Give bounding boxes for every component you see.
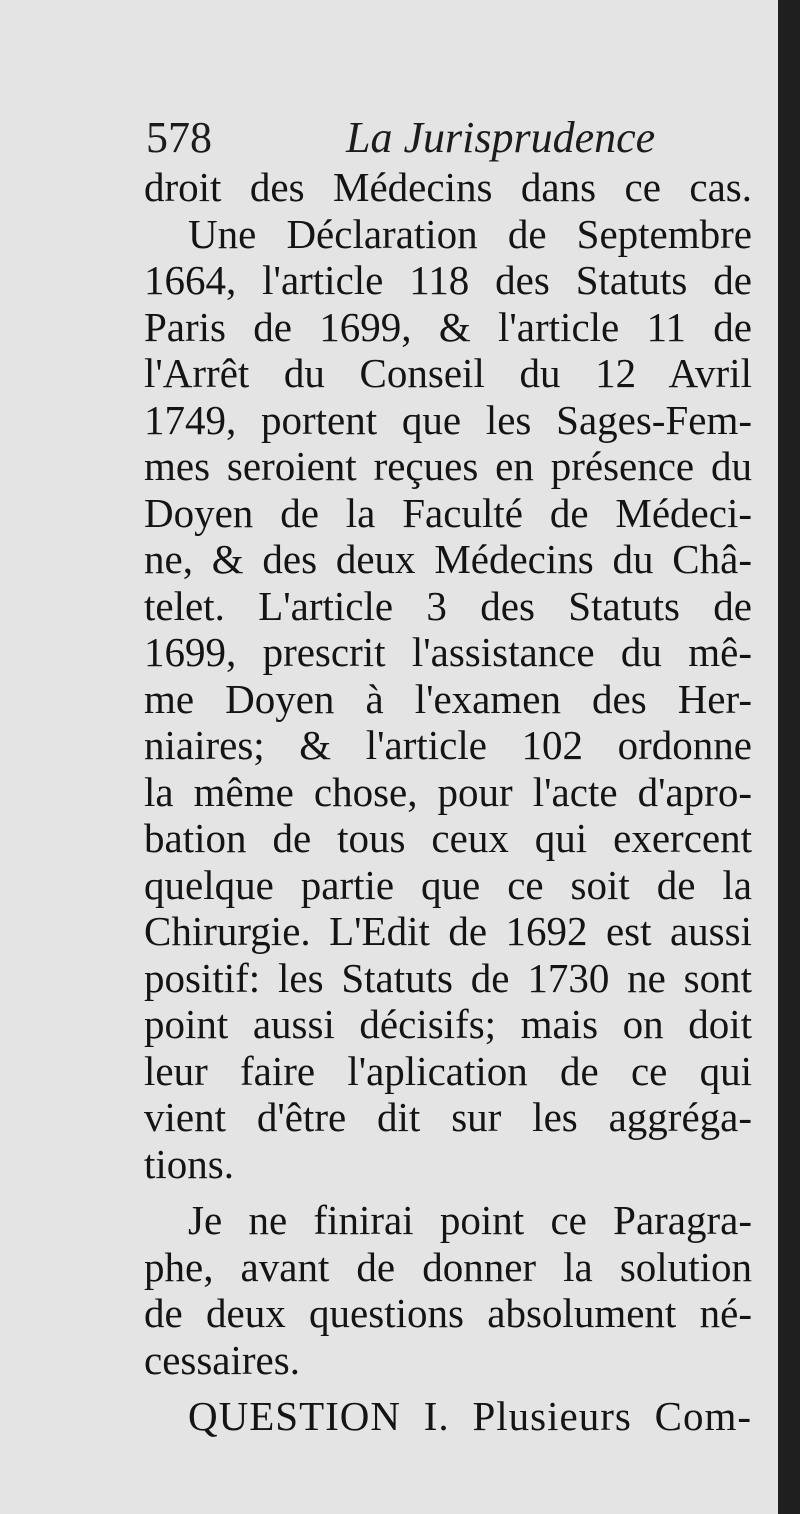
running-title: La Jurisprudence bbox=[346, 113, 656, 162]
text-line: 1699, prescrit l'assistance du mê- bbox=[144, 629, 752, 675]
text-line: Une Déclaration de Septembre bbox=[188, 210, 752, 257]
page-header bbox=[146, 108, 746, 170]
text-line: telet. L'article 3 des Statuts de bbox=[144, 582, 752, 629]
body-text bbox=[144, 164, 752, 1440]
question-heading-line: QUESTION I. Plusieurs Com- bbox=[188, 1393, 752, 1439]
text-line: phe, avant de donner la solution bbox=[144, 1243, 752, 1290]
text-line: me Doyen à l'examen des Her- bbox=[144, 675, 752, 722]
text-line: tions. bbox=[144, 1140, 234, 1187]
text-line: l'Arrêt du Conseil du 12 Avril bbox=[144, 350, 752, 396]
text-line: ne, & des deux Médecins du Châ- bbox=[144, 536, 752, 582]
page-number: 578 bbox=[146, 113, 212, 162]
text-line: 1664, l'article 118 des Statuts de bbox=[144, 257, 752, 303]
text-line: leur faire l'aplication de ce qui bbox=[144, 1047, 752, 1094]
text-line: de deux questions absolument né- bbox=[144, 1290, 752, 1336]
text-line: cessaires. bbox=[144, 1336, 300, 1383]
text-line: Paris de 1699, & l'article 11 de bbox=[144, 303, 752, 350]
text-line: Doyen de la Faculté de Médeci- bbox=[144, 489, 752, 536]
text-line: bation de tous ceux qui exercent bbox=[144, 815, 752, 861]
text-line: niaires; & l'article 102 ordonne bbox=[144, 722, 752, 768]
paragraph-gap bbox=[144, 1187, 752, 1197]
text-line: vient d'être dit sur les aggréga- bbox=[144, 1094, 752, 1140]
text-line: la même chose, pour l'acte d'apro- bbox=[144, 768, 752, 815]
text-line: point aussi décisifs; mais on doit bbox=[144, 1001, 752, 1047]
paragraph-gap bbox=[144, 1383, 752, 1393]
text-line: droit des Médecins dans ce cas. bbox=[144, 164, 752, 210]
text-line: mes seroient reçues en présence du bbox=[144, 443, 752, 489]
text-line: 1749, portent que les Sages-Fem- bbox=[144, 396, 752, 443]
binding-edge bbox=[778, 0, 800, 1514]
text-line: Chirurgie. L'Edit de 1692 est aussi bbox=[144, 908, 752, 954]
text-line: positif: les Statuts de 1730 ne sont bbox=[144, 954, 752, 1001]
text-line: Je ne finirai point ce Paragra- bbox=[188, 1197, 752, 1243]
text-line: quelque partie que ce soit de la bbox=[144, 861, 752, 908]
